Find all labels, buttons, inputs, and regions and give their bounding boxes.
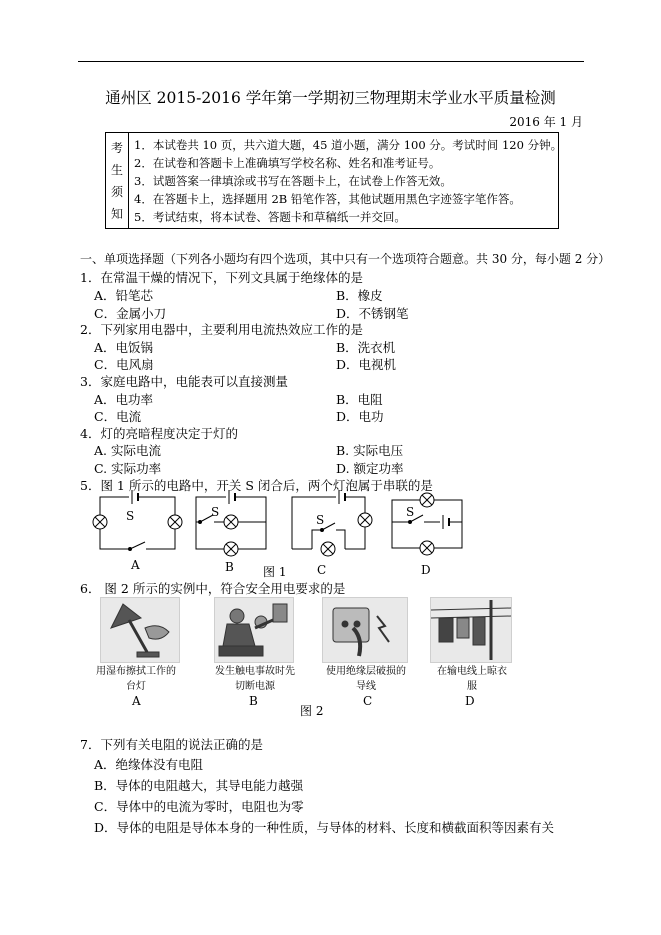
circuit-label-b: B (225, 560, 234, 574)
circuit-a (93, 490, 182, 551)
option-a: A. 实际电流 (94, 443, 161, 458)
option-b: B．橡皮 (336, 288, 383, 303)
question-stem: 1．在常温干燥的情况下，下列文具属于绝缘体的是 (80, 270, 363, 285)
picture-damaged-wire (322, 597, 408, 663)
option-d: D. 额定功率 (336, 461, 404, 476)
notice-item: 5．考试结束，将本试卷、答题卡和草稿纸一并交回。 (134, 210, 406, 224)
picture-caption-c: 使用绝缘层破损的导线 (326, 666, 406, 692)
notice-side-char: 知 (110, 207, 123, 221)
question-stem: 6． 图 2 所示的实例中，符合安全用电要求的是 (80, 581, 346, 596)
switch-label: S (126, 509, 135, 523)
question-stem: 2．下列家用电器中，主要利用电流热效应工作的是 (80, 322, 363, 337)
question-stem: 3．家庭电路中，电能表可以直接测量 (80, 374, 288, 389)
notice-item: 1．本试卷共 10 页，共六道大题，45 道小题，满分 100 分。考试时间 120 分钟。 (134, 138, 563, 152)
circuit-c (292, 490, 372, 556)
switch-label: S (316, 513, 325, 527)
circuit-label-c: C (317, 563, 327, 577)
circuit-d (392, 493, 462, 555)
option-d: D．不锈钢笔 (336, 306, 409, 321)
option-c: C．导体中的电流为零时，电阻也为零 (94, 799, 304, 814)
option-b: B. 实际电压 (336, 443, 404, 458)
figure1-caption: 图 1 (263, 565, 287, 579)
option-c: C. 实际功率 (94, 461, 162, 476)
option-a: A．绝缘体没有电阻 (94, 757, 204, 772)
notice-item: 4．在答题卡上，选择题用 2B 铅笔作答，其他试题用黑色字迹签字笔作答。 (134, 192, 521, 206)
top-rule (78, 61, 584, 62)
switch-label: S (211, 505, 220, 519)
picture-caption-d: 在输电线上晾衣服 (437, 666, 507, 692)
notice-item: 2．在试卷和答题卡上准确填写学校名称、姓名和准考证号。 (134, 156, 441, 170)
page-title: 通州区 2015-2016 学年第一学期初三物理期末学业水平质量检测 (105, 89, 556, 107)
notice-box (105, 132, 563, 229)
question-stem: 7．下列有关电阻的说法正确的是 (80, 737, 263, 752)
picture-label-b: B (249, 694, 258, 708)
exam-date: 2016 年 1 月 (509, 115, 583, 129)
picture-label-c: C (363, 694, 373, 708)
picture-caption-b: 发生触电事故时先切断电源 (215, 666, 295, 692)
notice-side-char: 考 (110, 141, 123, 155)
notice-side-label (106, 133, 129, 228)
switch-label: S (406, 505, 415, 519)
picture-label-d: D (465, 694, 475, 708)
circuit-label-a: A (131, 558, 140, 572)
circuit-label-d: D (421, 563, 431, 577)
option-b: B．电阻 (336, 392, 383, 407)
notice-item: 3．试题答案一律填涂或书写在答题卡上，在试卷上作答无效。 (134, 174, 452, 188)
section-heading: 一、单项选择题（下列各小题均有四个选项，其中只有一个选项符合题意。共 30 分，每小题 2 分） (80, 252, 611, 266)
option-a: A．电功率 (94, 392, 154, 407)
question-stem: 5．图 1 所示的电路中，开关 S 闭合后，两个灯泡属于串联的是 (80, 478, 433, 493)
circuit-b (196, 490, 266, 556)
picture-label-a: A (132, 694, 141, 708)
option-c: C．电风扇 (94, 357, 154, 372)
option-b: B．洗衣机 (336, 340, 396, 355)
option-c: C．金属小刀 (94, 306, 167, 321)
picture-caption-a: 用湿布擦拭工作的台灯 (96, 666, 176, 692)
picture-wet-cloth-lamp (100, 597, 180, 663)
notice-side-char: 生 (110, 163, 123, 177)
option-d: D．导体的电阻是导体本身的一种性质，与导体的材料、长度和横截面积等因素有关 (94, 820, 555, 835)
option-d: D．电视机 (336, 357, 397, 372)
option-c: C．电流 (94, 409, 142, 424)
option-d: D．电功 (336, 409, 384, 424)
option-b: B．导体的电阻越大，其导电能力越强 (94, 778, 304, 793)
option-a: A．电饭锅 (94, 340, 154, 355)
picture-clothes-on-powerline (430, 597, 512, 663)
picture-cut-power (214, 597, 294, 663)
notice-side-char: 须 (110, 185, 123, 199)
figure2-caption: 图 2 (300, 704, 324, 718)
option-a: A．铅笔芯 (94, 288, 154, 303)
question-stem: 4．灯的亮暗程度决定于灯的 (80, 426, 238, 441)
